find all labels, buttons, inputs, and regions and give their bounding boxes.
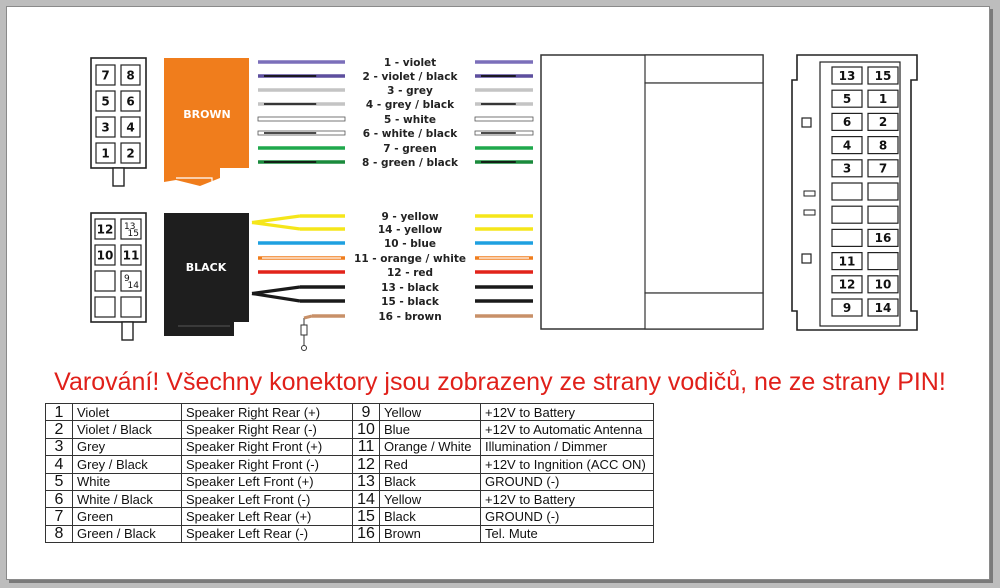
- right-pin: [868, 206, 898, 223]
- wire-2: [258, 71, 533, 83]
- table-cell-n1: 3: [46, 438, 73, 455]
- table-cell-n1: 5: [46, 473, 73, 490]
- brown-connector-block: [164, 58, 249, 186]
- table-cell-c1: White: [73, 473, 182, 490]
- table-row: [46, 508, 654, 525]
- wire-12: [258, 253, 533, 265]
- table-cell-c2: Yellow: [380, 404, 481, 421]
- table-cell-n1: 7: [46, 508, 73, 525]
- table-cell-f1: Speaker Left Rear (-): [182, 525, 353, 542]
- wire-11: [258, 238, 533, 250]
- svg-text:9: 9: [842, 300, 852, 315]
- left-bottom-pin: [95, 297, 115, 317]
- wire-6: [258, 128, 533, 140]
- svg-text:11: 11: [838, 254, 856, 269]
- table-cell-n2: 12: [353, 456, 380, 473]
- wire-label: 8 - green / black: [362, 157, 458, 169]
- wire-label: 2 - violet / black: [362, 71, 458, 83]
- right-pin: [832, 113, 862, 130]
- svg-text:7: 7: [878, 161, 888, 176]
- left-bottom-connector: [91, 213, 146, 340]
- svg-text:1: 1: [101, 146, 110, 161]
- left-top-pin: [96, 117, 115, 137]
- right-pin: [832, 229, 862, 246]
- right-pin: [868, 113, 898, 130]
- table-cell-c1: White / Black: [73, 490, 182, 507]
- table-cell-f2: Illumination / Dimmer: [481, 438, 654, 455]
- table-cell-c1: Violet: [73, 404, 182, 421]
- table-cell-n1: 2: [46, 421, 73, 438]
- brown-label: BROWN: [183, 108, 231, 121]
- table-cell-f1: Speaker Right Rear (+): [182, 404, 353, 421]
- wire-label: 7 - green: [383, 143, 437, 155]
- table-cell-f1: Speaker Right Rear (-): [182, 421, 353, 438]
- svg-text:13: 13: [124, 222, 136, 232]
- table-cell-n1: 6: [46, 490, 73, 507]
- wire-label: 12 - red: [386, 267, 434, 279]
- table-row: [46, 456, 654, 473]
- table-cell-f1: Speaker Left Front (-): [182, 490, 353, 507]
- table-cell-c1: Green: [73, 508, 182, 525]
- left-bottom-pin: [121, 271, 141, 291]
- right-pin: [868, 299, 898, 316]
- svg-text:5: 5: [101, 94, 110, 109]
- wire-label: 5 - white: [384, 114, 436, 126]
- svg-text:3: 3: [842, 161, 852, 176]
- table-cell-n2: 16: [353, 525, 380, 542]
- table-cell-n2: 10: [353, 421, 380, 438]
- left-bottom-pin: [121, 219, 141, 239]
- wire-label: 4 - grey / black: [365, 99, 455, 111]
- table-cell-c2: Black: [380, 473, 481, 490]
- table-cell-c2: Orange / White: [380, 438, 481, 455]
- wire-label: 1 - violet: [383, 57, 437, 69]
- right-pin: [832, 160, 862, 177]
- table-cell-c2: Black: [380, 508, 481, 525]
- table-cell-c1: Violet / Black: [73, 421, 182, 438]
- svg-text:7: 7: [101, 68, 110, 83]
- right-pin: [832, 183, 862, 200]
- right-pin: [868, 90, 898, 107]
- right-pin: [832, 67, 862, 84]
- wire-label: 14 - yellow: [377, 224, 443, 236]
- right-pin: [868, 229, 898, 246]
- warning-text: Varování! Všechny konektory jsou zobrazeny ze strany vodičů, ne ze strany PIN!: [54, 368, 946, 396]
- table-row: [46, 404, 654, 421]
- table-cell-n2: 9: [353, 404, 380, 421]
- table-cell-n2: 14: [353, 490, 380, 507]
- svg-text:11: 11: [122, 248, 140, 263]
- left-top-pin: [121, 117, 140, 137]
- wire-10: [252, 223, 533, 237]
- table-cell-n2: 15: [353, 508, 380, 525]
- table-cell-c1: Grey / Black: [73, 456, 182, 473]
- table-cell-n1: 8: [46, 525, 73, 542]
- table-cell-f2: +12V to Ingnition (ACC ON): [481, 456, 654, 473]
- right-pin: [832, 253, 862, 270]
- wire-label: 15 - black: [381, 296, 439, 308]
- right-pin: [868, 183, 898, 200]
- table-cell-f2: GROUND (-): [481, 473, 654, 490]
- right-pin: [868, 253, 898, 270]
- svg-text:14: 14: [127, 281, 139, 291]
- svg-text:12: 12: [838, 277, 856, 292]
- table-cell-f2: GROUND (-): [481, 508, 654, 525]
- svg-text:8: 8: [878, 138, 888, 153]
- wire-label: 3 - grey: [387, 85, 433, 97]
- table-cell-c2: Yellow: [380, 490, 481, 507]
- black-connector-block: [164, 213, 249, 336]
- svg-text:1: 1: [878, 92, 888, 107]
- wire-4: [258, 99, 533, 111]
- wire-14: [252, 282, 533, 294]
- svg-text:10: 10: [874, 277, 892, 292]
- table-cell-n2: 11: [353, 438, 380, 455]
- wire-5: [258, 114, 533, 126]
- svg-text:2: 2: [878, 115, 888, 130]
- black-label: BLACK: [185, 261, 227, 274]
- table-cell-f1: Speaker Right Front (-): [182, 456, 353, 473]
- wire-label: 10 - blue: [384, 238, 436, 250]
- left-bottom-pin: [95, 245, 115, 265]
- table-cell-c2: Red: [380, 456, 481, 473]
- table-cell-n1: 4: [46, 456, 73, 473]
- svg-text:14: 14: [874, 300, 892, 315]
- svg-text:5: 5: [842, 92, 852, 107]
- table-cell-c2: Blue: [380, 421, 481, 438]
- table-cell-f1: Speaker Right Front (+): [182, 438, 353, 455]
- right-pin: [832, 90, 862, 107]
- wire-13: [258, 267, 533, 279]
- left-bottom-pin: [95, 219, 115, 239]
- svg-text:6: 6: [126, 94, 135, 109]
- table-cell-c1: Green / Black: [73, 525, 182, 542]
- svg-text:8: 8: [126, 68, 135, 83]
- svg-text:10: 10: [96, 248, 114, 263]
- table-cell-c2: Brown: [380, 525, 481, 542]
- wire-label: 13 - black: [381, 282, 439, 294]
- right-pin: [832, 137, 862, 154]
- table-cell-n1: 1: [46, 404, 73, 421]
- svg-text:2: 2: [126, 146, 135, 161]
- left-top-connector: [91, 58, 146, 186]
- left-bottom-pin: [121, 297, 141, 317]
- table-cell-f1: Speaker Left Rear (+): [182, 508, 353, 525]
- table-cell-f2: Tel. Mute: [481, 525, 654, 542]
- table-row: [46, 473, 654, 490]
- right-pin: [868, 160, 898, 177]
- left-top-pin: [121, 65, 140, 85]
- wire-label: 11 - orange / white: [354, 253, 466, 265]
- table-row: [46, 438, 654, 455]
- svg-text:9: 9: [124, 274, 130, 284]
- wire-1: [258, 57, 533, 69]
- svg-text:12: 12: [96, 222, 114, 237]
- right-pin: [832, 276, 862, 293]
- iso-connector-body: [541, 55, 763, 329]
- right-pin: [868, 276, 898, 293]
- wire-3: [258, 85, 533, 97]
- right-pin: [868, 137, 898, 154]
- pin-assignment-table: [45, 403, 654, 543]
- svg-text:16: 16: [874, 231, 892, 246]
- svg-text:15: 15: [874, 68, 892, 83]
- wire-9: [252, 211, 533, 223]
- left-top-pin: [96, 65, 115, 85]
- table-cell-f2: +12V to Automatic Antenna: [481, 421, 654, 438]
- table-row: [46, 490, 654, 507]
- right-pin: [868, 67, 898, 84]
- left-top-pin: [121, 143, 140, 163]
- right-connector: [792, 55, 917, 330]
- svg-text:15: 15: [127, 229, 139, 239]
- wire-label: 9 - yellow: [381, 211, 439, 223]
- svg-text:4: 4: [842, 138, 852, 153]
- wire-7: [258, 143, 533, 155]
- left-top-pin: [96, 91, 115, 111]
- wire-15: [252, 294, 533, 309]
- right-pin: [832, 206, 862, 223]
- svg-text:4: 4: [126, 120, 135, 135]
- left-top-pin: [96, 143, 115, 163]
- svg-text:6: 6: [842, 115, 852, 130]
- svg-text:3: 3: [101, 120, 110, 135]
- table-cell-f2: +12V to Battery: [481, 404, 654, 421]
- terminal-lug-icon: [301, 318, 307, 351]
- wire-16: [304, 311, 533, 323]
- wire-label: 6 - white / black: [362, 128, 458, 140]
- table-cell-n2: 13: [353, 473, 380, 490]
- right-pin: [832, 299, 862, 316]
- table-cell-f1: Speaker Left Front (+): [182, 473, 353, 490]
- table-row: [46, 421, 654, 438]
- left-bottom-pin: [95, 271, 115, 291]
- table-row: [46, 525, 654, 542]
- left-top-pin: [121, 91, 140, 111]
- left-bottom-pin: [121, 245, 141, 265]
- table-cell-c1: Grey: [73, 438, 182, 455]
- svg-text:13: 13: [838, 68, 856, 83]
- wire-label: 16 - brown: [378, 311, 442, 323]
- wire-8: [258, 157, 533, 169]
- table-cell-f2: +12V to Battery: [481, 490, 654, 507]
